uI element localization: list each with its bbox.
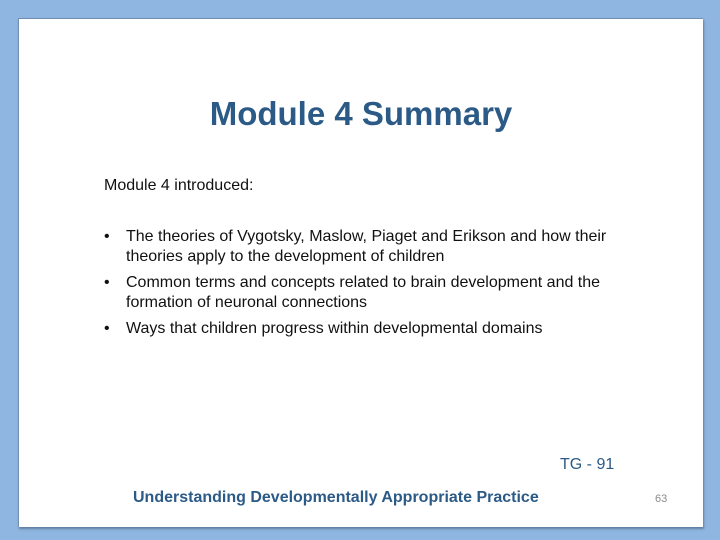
bullet-text: Ways that children progress within developmental domains: [126, 320, 543, 337]
slide-title: Module 4 Summary: [209, 95, 513, 132]
bullet-item: [104, 319, 624, 339]
bullet-item: [104, 273, 624, 313]
intro-text: Module 4 introduced:: [104, 177, 254, 194]
bullet-icon: •: [104, 228, 110, 245]
tg-reference: TG - 91: [560, 456, 615, 473]
bullet-item: [104, 227, 624, 267]
bullet-list: [104, 227, 624, 345]
slide: [18, 18, 703, 527]
footer-title: Understanding Developmentally Appropriate Practice: [133, 489, 539, 506]
bullet-icon: •: [104, 320, 110, 337]
bullet-text: Common terms and concepts related to brain development and the formation of neuronal connections: [126, 274, 601, 311]
page-number: 63: [655, 493, 668, 505]
bullet-icon: •: [104, 274, 110, 291]
bullet-text: The theories of Vygotsky, Maslow, Piaget and Erikson and how their theories apply to the development of children: [126, 228, 607, 265]
